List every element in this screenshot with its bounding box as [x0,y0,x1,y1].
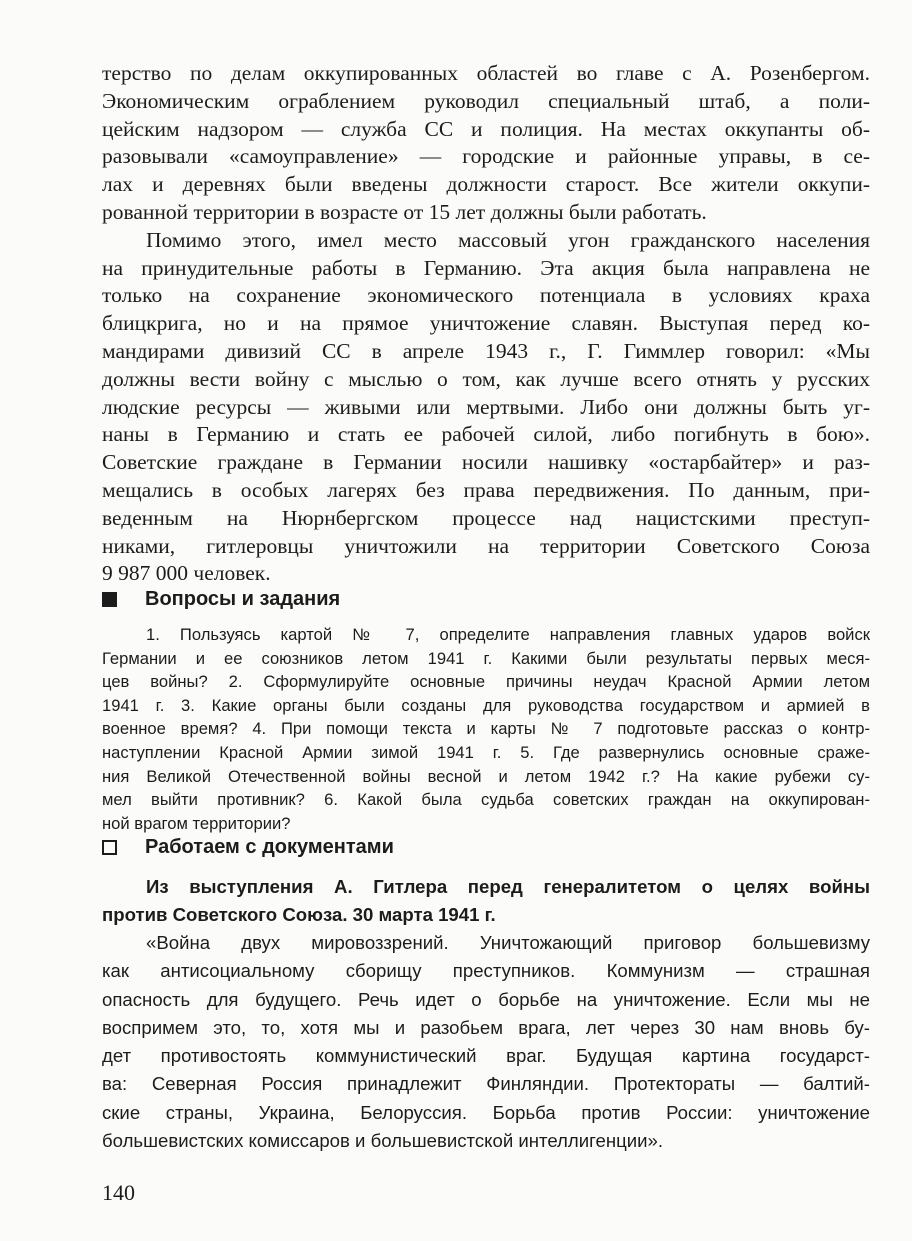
text-line: наны в Германию и стать ее рабочей силой, либо погибнуть в бою». [102,422,870,447]
text-line: как антисоциальному сборищу преступников. Коммунизм — страшная [102,960,870,982]
body-text [102,60,870,588]
text-line: людские ресурсы — живыми или мертвыми. Либо они должны быть уг- [102,394,870,419]
text-line: блицкрига, но и на прямое уничтожение славян. Выступая перед ко- [102,311,870,336]
empty-square-icon [102,840,117,855]
text-line: дет противостоять коммунистический враг. Будущая картина государст- [102,1045,870,1067]
text-line: ния Великой Отечественной войны весной и летом 1942 г.? На какие рубежи су- [102,766,870,786]
text-line: наступлении Красной Армии зимой 1941 г. 5. Где развернулись основные сраже- [102,742,870,762]
documents-heading [102,836,394,859]
text-line: только на сохранение экономического потенциала в условиях краха [102,283,870,308]
text-line: разовывали «самоуправление» — городские и районные управы, в се- [102,144,870,169]
questions-heading-text: Вопросы и задания [145,588,341,610]
documents-heading-text: Работаем с документами [145,836,394,858]
filled-square-icon [102,592,117,607]
text-line: Экономическим ограблением руководил специальный штаб, а поли- [102,88,870,113]
text-line: военное время? 4. При помощи текста и карты № 7 подготовьте рассказ о контр- [102,719,870,739]
document-title [102,873,870,929]
text-line: цев войны? 2. Сформулируйте основные причины неудач Красной Армии летом [102,672,870,692]
text-line: 1. Пользуясь картой № 7, определите направления главных ударов войск [146,625,870,644]
page-number: 140 [102,1180,135,1205]
text-line: рованной территории в возрасте от 15 лет должны были работать. [102,199,707,224]
document-quote [102,929,870,1155]
text-line: ва: Северная Россия принадлежит Финляндии. Протектораты — балтий- [102,1073,870,1095]
text-line: веденным на Нюрнбергском процессе над нацистскими преступ- [102,505,870,530]
text-line: ские страны, Украина, Белоруссия. Борьба против России: уничтожение [102,1101,870,1123]
text-line: цейским надзором — служба СС и полиция. На местах оккупанты об- [102,116,870,141]
text-line: Советские граждане в Германии носили нашивку «остарбайтер» и раз- [102,450,870,475]
text-line: терство по делам оккупированных областей во главе с А. Розенбергом. [102,61,870,85]
text-line: Помимо этого, имел место массовый угон гражданского населения [146,227,870,252]
text-line: мещались в особых лагерях без права передвижения. По данным, при- [102,477,870,502]
text-line: никами, гитлеровцы уничтожили на территории Советского Союза [102,533,870,558]
text-line: опасность для будущего. Речь идет о борьбе на уничтожение. Если мы не [102,988,870,1010]
text-line: против Советского Союза. 30 марта 1941 г. [102,903,496,925]
text-line: ной врагом территории? [102,813,291,833]
text-line: должны вести войну с мыслью о том, как лучше всего отнять у русских [102,366,870,391]
text-line: Из выступления А. Гитлера перед генералитетом о целях войны [146,876,870,897]
text-line: лах и деревнях были введены должности старост. Все жители оккупи- [102,172,870,197]
text-line: на принудительные работы в Германию. Эта акция была направлена не [102,255,870,280]
text-line: 1941 г. 3. Какие органы были созданы для руководства государством и армией в [102,695,870,715]
questions-heading [102,588,340,611]
text-line: «Война двух мировоззрений. Уничтожающий приговор большевизму [146,932,870,953]
text-line: мел выйти противник? 6. Какой была судьба советских граждан на оккупирован- [102,790,870,810]
text-line: воспримем это, то, хотя мы и разобьем врага, лет через 30 нам вновь бу- [102,1016,870,1038]
text-line: 9 987 000 человек. [102,561,271,586]
text-line: Германии и ее союзников летом 1941 г. Какими были результаты первых меся- [102,648,870,668]
text-line: большевистских комиссаров и большевистской интеллигенции». [102,1130,664,1152]
text-line: мандирами дивизий СС в апреле 1943 г., Г. Гиммлер говорил: «Мы [102,338,870,363]
questions-list [102,623,870,835]
